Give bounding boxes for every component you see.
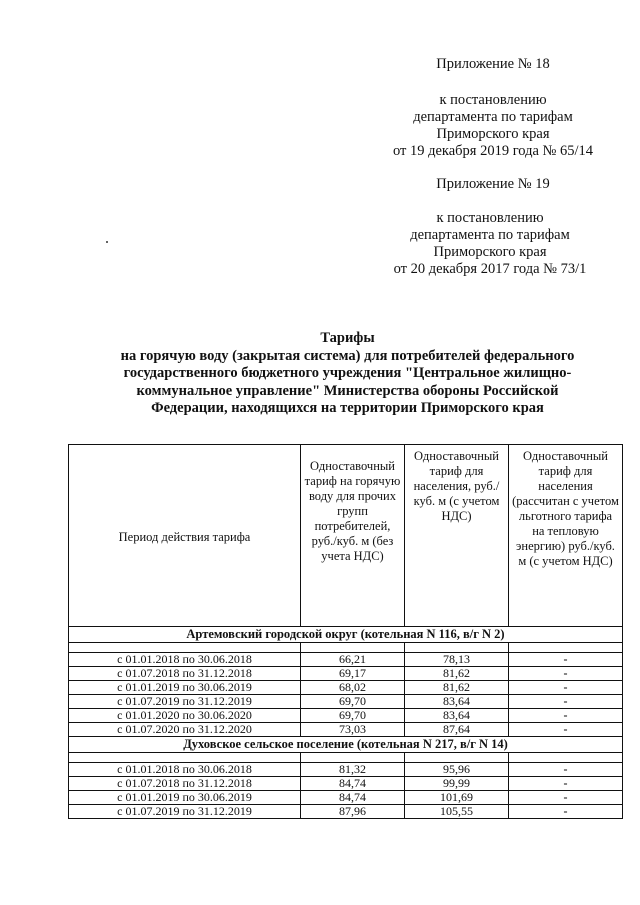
appendix-19-line: департамента по тарифам xyxy=(410,227,570,243)
appendix-18-line: департамента по тарифам xyxy=(413,109,573,125)
cell-period: с 01.01.2020 по 30.06.2020 xyxy=(69,709,301,723)
heading-title: Тарифы xyxy=(320,330,375,346)
header-period: Период действия тарифа xyxy=(69,445,301,627)
cell-period: с 01.07.2018 по 31.12.2018 xyxy=(69,777,301,791)
appendix-19-line: от 20 декабря 2017 года № 73/1 xyxy=(393,261,587,277)
header-other-consumers: Одноставочный тариф на горячую воду для прочих групп потребителей, руб./куб. м (без учета НДС) xyxy=(301,445,405,627)
appendix-18-line: Приморского края xyxy=(436,126,550,142)
cell-period: с 01.07.2018 по 31.12.2018 xyxy=(69,667,301,681)
cell-other: 73,03 xyxy=(301,723,405,737)
document-heading xyxy=(60,330,635,418)
appendix-19-title: Приложение № 19 xyxy=(436,176,550,192)
cell-other: 69,17 xyxy=(301,667,405,681)
cell-population: 101,69 xyxy=(405,791,509,805)
cell-benefit: - xyxy=(509,763,623,777)
cell-population: 95,96 xyxy=(405,763,509,777)
heading-line: на горячую воду (закрытая система) для потребителей федерального xyxy=(120,347,575,364)
cell-population: 99,99 xyxy=(405,777,509,791)
table-row xyxy=(69,805,623,819)
heading-line: коммунальное управление" Министерства обороны Российской xyxy=(136,382,559,399)
cell-period: с 01.07.2019 по 31.12.2019 xyxy=(69,695,301,709)
heading-line: Федерации, находящихся на территории Приморского края xyxy=(151,400,544,416)
cell-period: с 01.01.2019 по 30.06.2019 xyxy=(69,681,301,695)
cell-period: с 01.01.2018 по 30.06.2018 xyxy=(69,763,301,777)
section-title: Артемовский городской округ (котельная N 116, в/г N 2) xyxy=(69,627,623,643)
heading-line: государственного бюджетного учреждения "Центральное жилищно- xyxy=(123,365,572,381)
spacer-row xyxy=(69,753,623,763)
cell-population: 81,62 xyxy=(405,681,509,695)
cell-population: 83,64 xyxy=(405,695,509,709)
cell-other: 68,02 xyxy=(301,681,405,695)
table-row xyxy=(69,667,623,681)
cell-benefit: - xyxy=(509,653,623,667)
appendix-18-line: от 19 декабря 2019 года № 65/14 xyxy=(392,143,594,159)
cell-period: с 01.07.2020 по 31.12.2020 xyxy=(69,723,301,737)
table-row xyxy=(69,777,623,791)
table-row xyxy=(69,653,623,667)
cell-other: 81,32 xyxy=(301,763,405,777)
cell-population: 105,55 xyxy=(405,805,509,819)
cell-benefit: - xyxy=(509,667,623,681)
table-row xyxy=(69,695,623,709)
section-row xyxy=(69,737,623,753)
cell-other: 69,70 xyxy=(301,709,405,723)
table-header-row xyxy=(69,445,623,627)
appendix-18-reference xyxy=(378,92,608,160)
appendix-19-line: к постановлению xyxy=(436,210,544,226)
cell-benefit: - xyxy=(509,681,623,695)
section-row xyxy=(69,627,623,643)
appendix-18-line: к постановлению xyxy=(439,92,547,108)
appendix-19-reference xyxy=(372,210,608,278)
cell-population: 78,13 xyxy=(405,653,509,667)
cell-other: 69,70 xyxy=(301,695,405,709)
cell-period: с 01.01.2019 по 30.06.2019 xyxy=(69,791,301,805)
appendix-18-title: Приложение № 18 xyxy=(436,56,550,72)
cell-benefit: - xyxy=(509,695,623,709)
cell-other: 84,74 xyxy=(301,791,405,805)
scan-speck xyxy=(106,241,108,243)
cell-period: с 01.01.2018 по 30.06.2018 xyxy=(69,653,301,667)
header-population-benefit: Одноставочный тариф для населения (рассчитан с учетом льготного тарифа на тепловую энергию) руб./куб. м (с учетом НДС) xyxy=(509,445,623,627)
cell-population: 81,62 xyxy=(405,667,509,681)
table-row xyxy=(69,791,623,805)
cell-benefit: - xyxy=(509,777,623,791)
section-title: Духовское сельское поселение (котельная N 217, в/г N 14) xyxy=(69,737,623,753)
spacer-row xyxy=(69,643,623,653)
cell-population: 87,64 xyxy=(405,723,509,737)
cell-other: 66,21 xyxy=(301,653,405,667)
table-row xyxy=(69,723,623,737)
table-row xyxy=(69,709,623,723)
cell-benefit: - xyxy=(509,791,623,805)
cell-benefit: - xyxy=(509,723,623,737)
cell-other: 84,74 xyxy=(301,777,405,791)
cell-other: 87,96 xyxy=(301,805,405,819)
appendix-19-line: Приморского края xyxy=(433,244,547,260)
tariff-table xyxy=(68,444,623,819)
table-row xyxy=(69,681,623,695)
cell-population: 83,64 xyxy=(405,709,509,723)
table-row xyxy=(69,763,623,777)
cell-benefit: - xyxy=(509,805,623,819)
cell-benefit: - xyxy=(509,709,623,723)
cell-period: с 01.07.2019 по 31.12.2019 xyxy=(69,805,301,819)
header-population: Одноставочный тариф для населения, руб./куб. м (с учетом НДС) xyxy=(405,445,509,627)
